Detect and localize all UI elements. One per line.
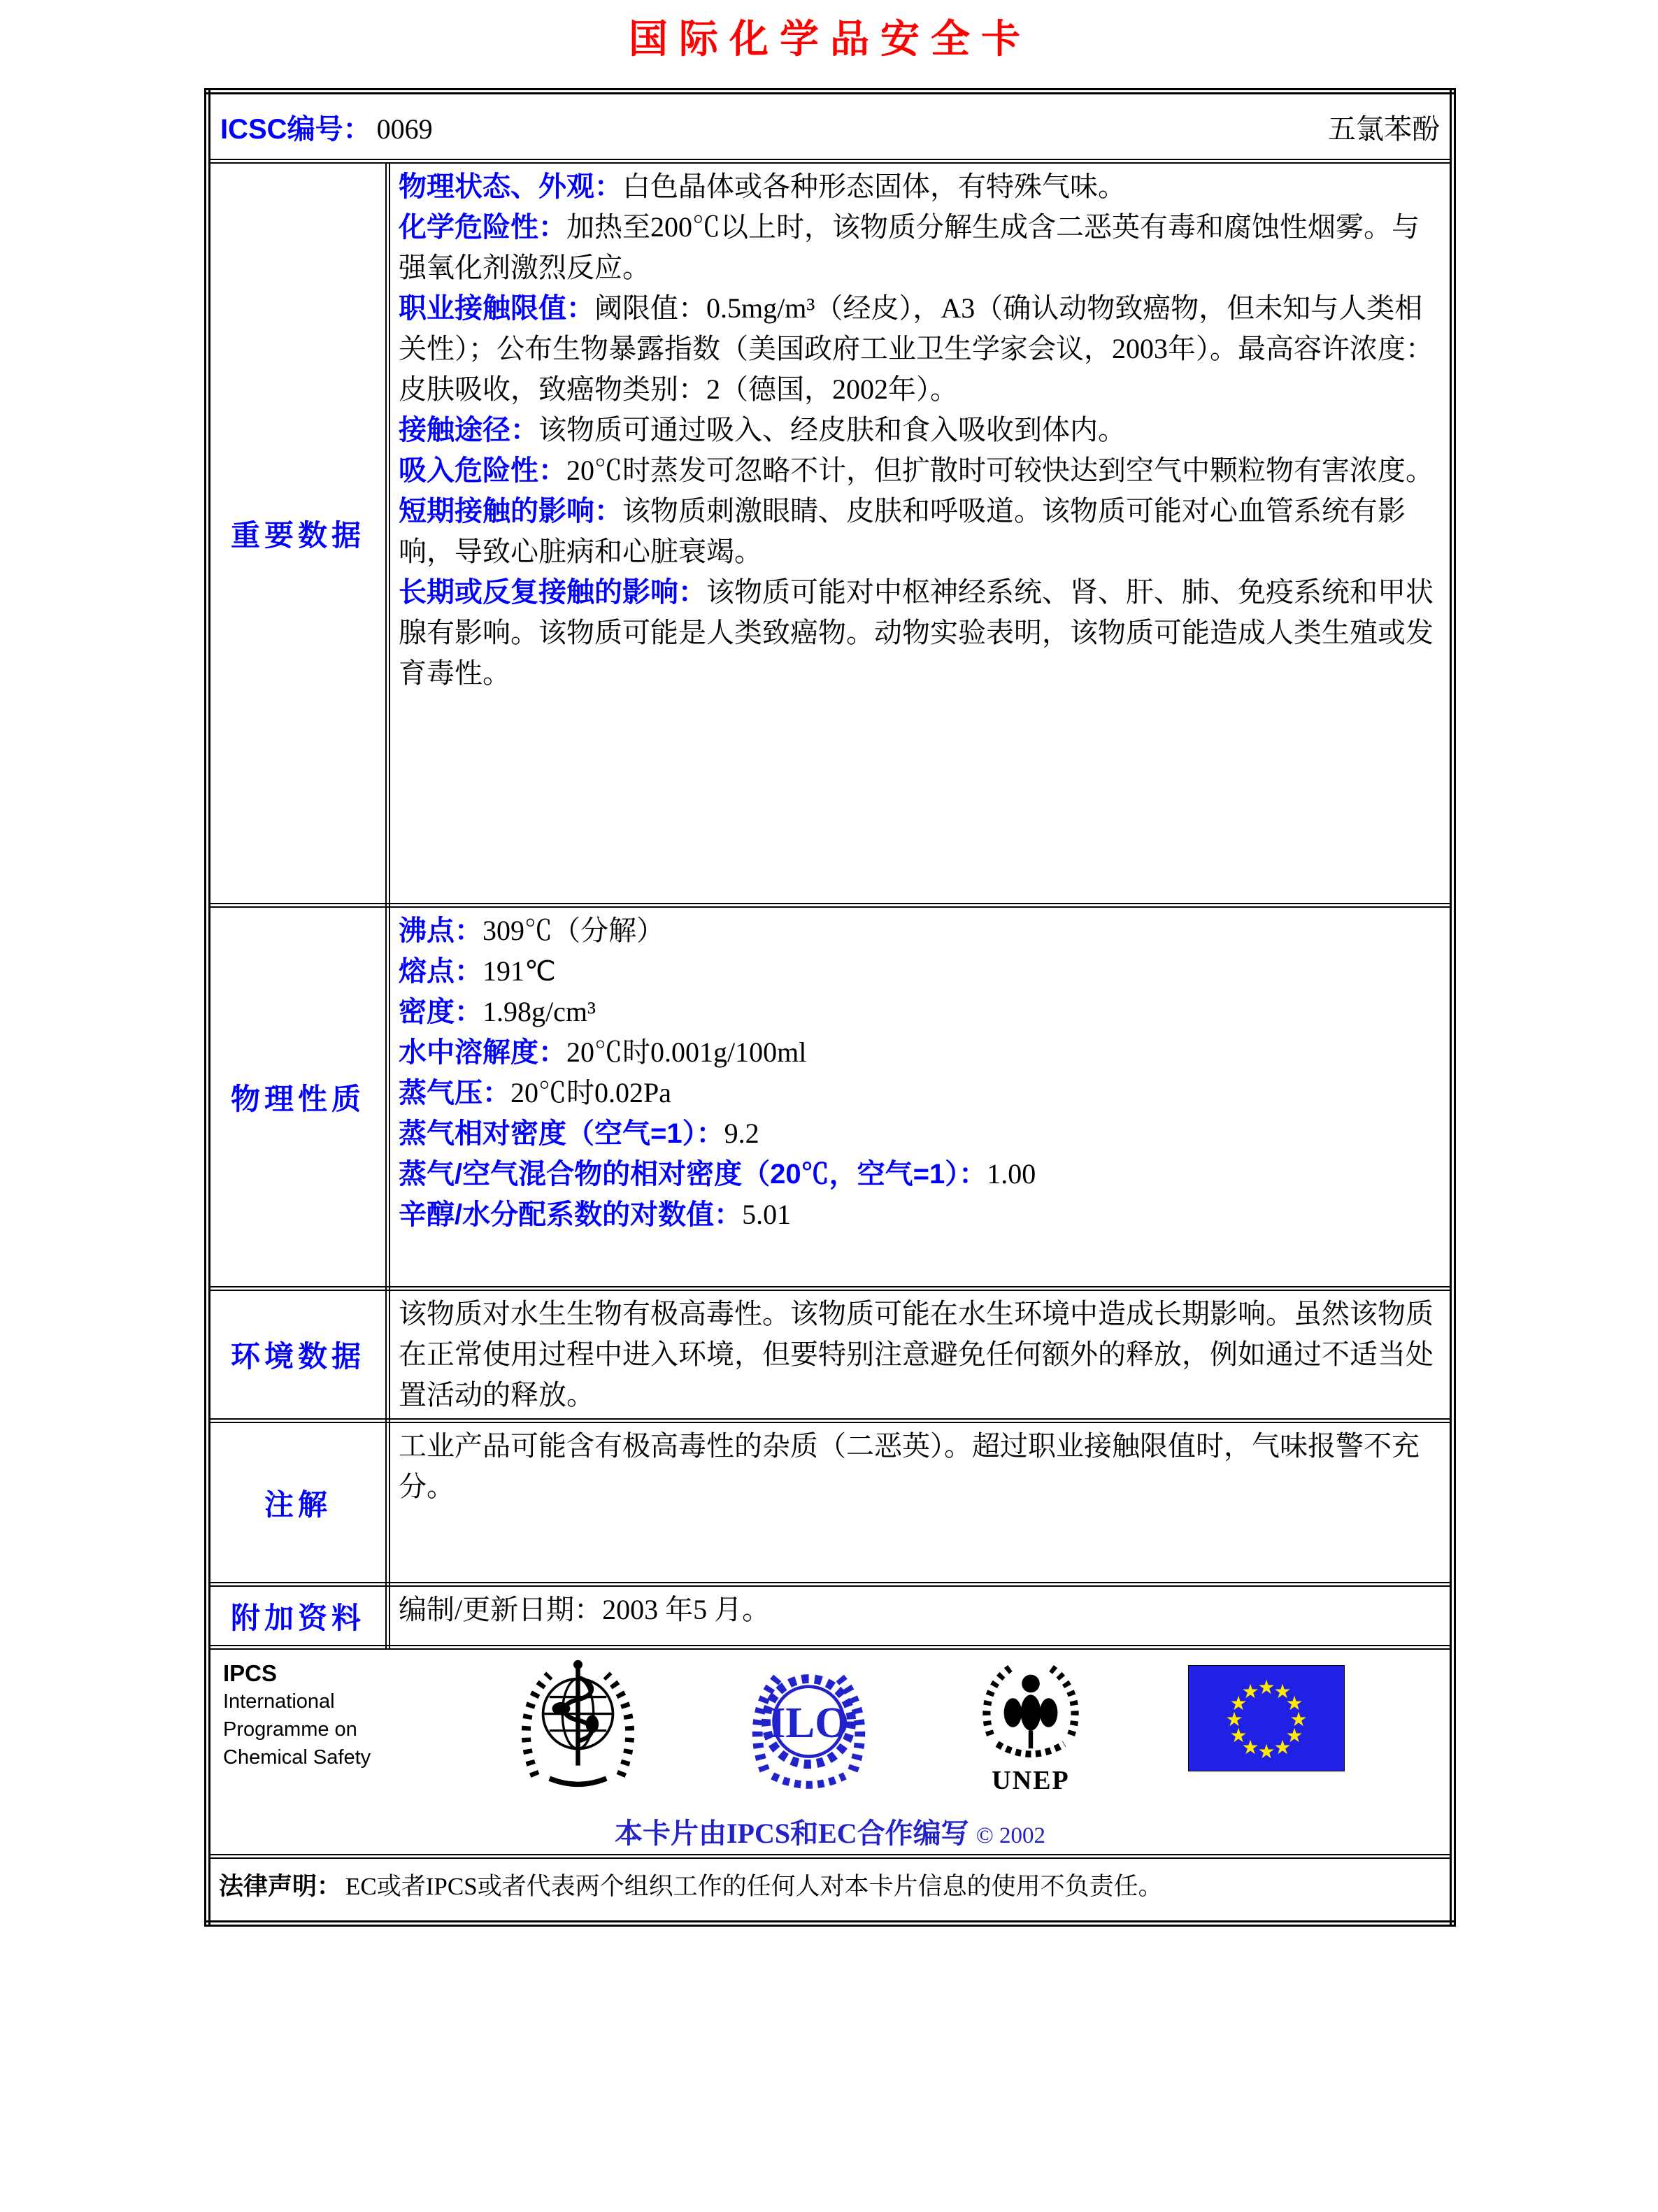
section-label-important-data: 重要数据 (208, 162, 388, 906)
icsc-number-pair (220, 107, 433, 147)
svg-text:★: ★ (1273, 1736, 1292, 1759)
physical-property: 密度：1.98g/cm³ (399, 996, 596, 1027)
icsc-number-label: ICSC编号： (220, 113, 371, 145)
important-item: 短期接触的影响：该物质刺激眼睛、皮肤和呼吸道。该物质可能对心血管系统有影响，导致心脏病和心脏衰竭。 (399, 495, 1406, 567)
svg-text:★: ★ (1273, 1680, 1292, 1703)
svg-text:★: ★ (1257, 1676, 1275, 1699)
caption-text: 本卡片由IPCS和EC合作编写 (614, 1818, 969, 1849)
important-item: 职业接触限值：阈限值：0.5mg/m³（经皮），A3（确认动物致癌物，但未知与人类相关性）；公布生物暴露指数（美国政府工业卫生学家会议，2003年）。最高容许浓度：皮肤吸收，致癌物类别：2（德国，2002年）。 (399, 292, 1434, 405)
physical-properties-content (388, 906, 1453, 1289)
svg-text:★: ★ (1241, 1736, 1259, 1759)
svg-text:★: ★ (1241, 1680, 1259, 1703)
physical-property: 沸点：309℃（分解） (399, 915, 664, 946)
important-item: 接触途径：该物质可通过吸入、经皮肤和食入吸收到体内。 (399, 414, 1126, 445)
important-item: 吸入危险性：20℃时蒸发可忽略不计，但扩散时可较快达到空气中颗粒物有害浓度。 (399, 455, 1434, 486)
svg-text:★: ★ (1225, 1708, 1243, 1731)
svg-text:★: ★ (1229, 1724, 1248, 1747)
section-label-environmental-data: 环境数据 (208, 1289, 388, 1421)
important-item: 物理状态、外观：白色晶体或各种形态固体，有特殊气味。 (399, 171, 1126, 202)
important-item: 长期或反复接触的影响：该物质可能对中枢神经系统、肾、肝、肺、免疫系统和甲状腺有影响。该物质可能是人类致癌物。动物实验表明，该物质可能造成人类生殖或发育毒性。 (399, 576, 1434, 689)
physical-property: 熔点：191℃ (399, 955, 556, 987)
svg-text:★: ★ (1257, 1740, 1275, 1763)
physical-property: 辛醇/水分配系数的对数值：5.01 (399, 1199, 792, 1230)
physical-property: 蒸气/空气混合物的相对密度（20℃，空气=1）：1.00 (399, 1158, 1036, 1190)
svg-text:★: ★ (1285, 1724, 1303, 1747)
safety-card-table (204, 88, 1456, 1927)
ipcs-line: International (223, 1690, 335, 1713)
notes-row (208, 1421, 1453, 1585)
organizations-footer-row (208, 1648, 1453, 1857)
important-item: 化学危险性：加热至200℃以上时，该物质分解生成含二恶英有毒和腐蚀性烟雾。与强氧化剂激烈反应。 (399, 211, 1420, 283)
who-logo-icon (513, 1657, 643, 1801)
legal-notice-label: 法律声明： (219, 1873, 342, 1900)
card-header (219, 97, 1441, 156)
legal-notice-row (208, 1857, 1453, 1924)
svg-text:★: ★ (1289, 1708, 1308, 1731)
svg-text:★: ★ (1229, 1692, 1248, 1715)
eu-flag-icon (1188, 1665, 1345, 1775)
additional-info-row (208, 1585, 1453, 1648)
section-label-physical-properties: 物理性质 (208, 906, 388, 1289)
footer-caption (217, 1811, 1443, 1851)
copyright-text: © 2002 (975, 1823, 1046, 1848)
environmental-data-row (208, 1289, 1453, 1421)
ilo-letters: ILO (768, 1697, 850, 1747)
svg-text:★: ★ (1285, 1692, 1303, 1715)
icsc-number-value: 0069 (376, 113, 433, 145)
environmental-data-content: 该物质对水生生物有极高毒性。该物质可能在水生环境中造成长期影响。虽然该物质在正常使用过程中进入环境，但要特别注意避免任何额外的释放，例如通过不适当处置活动的释放。 (388, 1289, 1453, 1421)
chemical-name: 五氯苯酚 (1328, 113, 1440, 145)
physical-properties-row (208, 906, 1453, 1289)
important-data-row (208, 162, 1453, 906)
ipcs-line: Programme on (223, 1718, 357, 1741)
physical-property: 蒸气压：20℃时0.02Pa (399, 1077, 671, 1108)
ipcs-line: Chemical Safety (223, 1746, 371, 1769)
section-label-notes: 注解 (208, 1421, 388, 1585)
ipcs-text-block (223, 1657, 412, 1771)
physical-property: 水中溶解度：20℃时0.001g/100ml (399, 1036, 807, 1068)
additional-info-content: 编制/更新日期：2003 年5 月。 (388, 1585, 1453, 1648)
unep-letters: UNEP (992, 1766, 1070, 1795)
important-data-content (388, 162, 1453, 906)
ilo-logo-icon (744, 1657, 873, 1800)
ipcs-title: IPCS (223, 1660, 278, 1686)
legal-notice-text: EC或者IPCS或者代表两个组织工作的任何人对本卡片信息的使用不负责任。 (345, 1873, 1163, 1900)
notes-content: 工业产品可能含有极高毒性的杂质（二恶英）。超过职业接触限值时，气味报警不充分。 (388, 1421, 1453, 1585)
physical-property: 蒸气相对密度（空气=1）：9.2 (399, 1118, 759, 1149)
header-row (208, 92, 1453, 162)
legal-notice (219, 1862, 1441, 1906)
page-title: 国际化学品安全卡 (629, 17, 1031, 61)
unep-logo-icon (975, 1657, 1087, 1796)
organization-logos (217, 1655, 1443, 1801)
section-label-additional-info: 附加资料 (208, 1585, 388, 1648)
